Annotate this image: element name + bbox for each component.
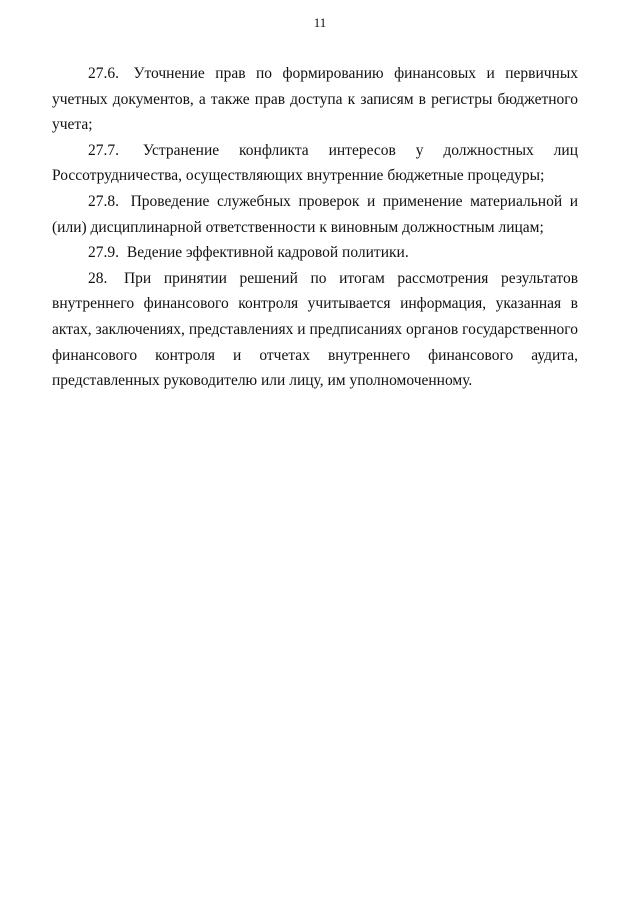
page-number: 11 (313, 15, 327, 30)
paragraph-text: Проведение служебных проверок и применение материальной и (или) дисциплинарной ответственности к виновным должностным лицам; (52, 192, 578, 236)
paragraph-27-7 (52, 138, 578, 189)
paragraph-27-9 (52, 240, 578, 266)
paragraph-text: Ведение эффективной кадровой политики. (126, 244, 409, 262)
paragraph-number: 28. (88, 269, 108, 287)
paragraph-number: 27.9. (88, 244, 119, 262)
paragraph-27-8 (52, 189, 578, 240)
paragraph-text: Устранение конфликта интересов у должностных лиц Россотрудничества, осуществляющих внутренние бюджетные процедуры; (52, 141, 578, 185)
paragraph-27-6 (52, 61, 578, 138)
paragraph-number: 27.8. (88, 192, 119, 210)
paragraph-number: 27.6. (88, 65, 119, 82)
paragraph-number: 27.7. (88, 141, 119, 159)
paragraph-text: При принятии решений по итогам рассмотрения результатов внутреннего финансового контроля учитывается информация, указанная в актах, заключениях, представлениях и предписаниях органов государственного финансового контроля и отчетах внутреннего финансового аудита, представленных руководителю или лицу, им уполномоченному. (52, 269, 579, 390)
paragraph-text: Уточнение прав по формированию финансовых и первичных учетных документов, а также прав доступа к записям в регистры бюджетного учета; (52, 65, 579, 134)
paragraph-28 (52, 266, 578, 394)
document-body (52, 61, 578, 394)
